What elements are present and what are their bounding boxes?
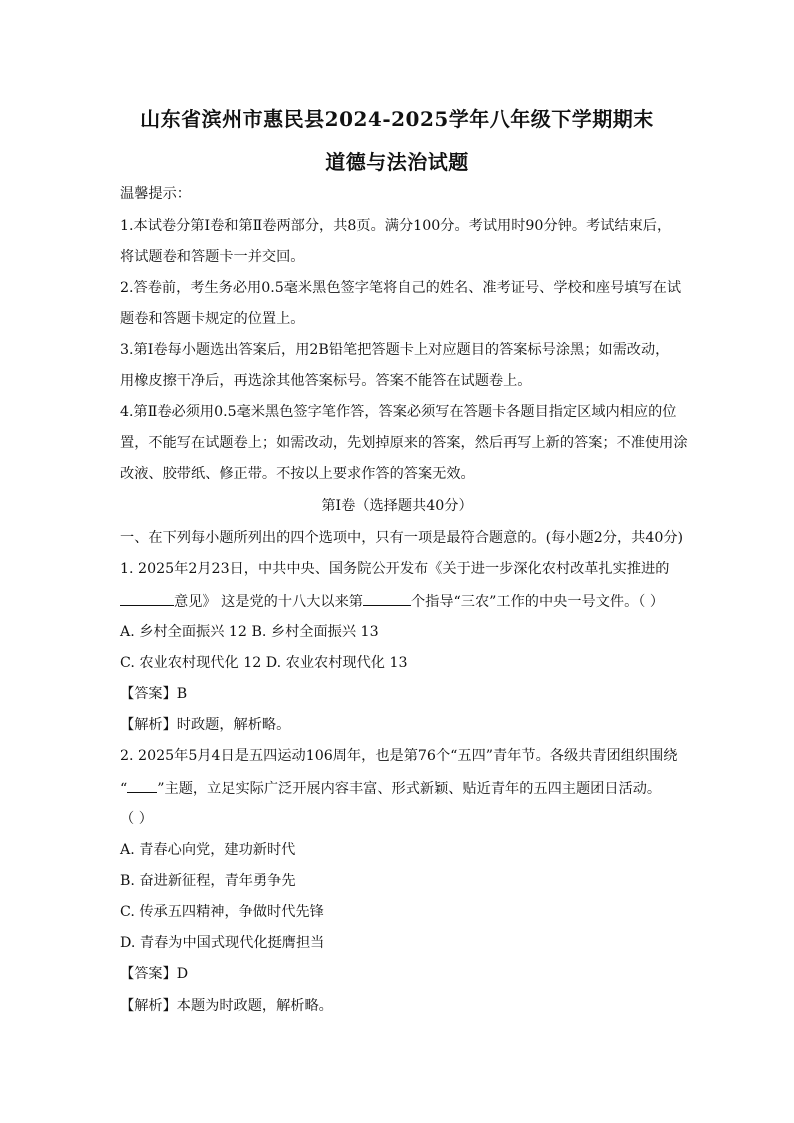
question-2-stem-continued: “ ”主题，立足实际广泛开展内容丰富、形式新颖、贴近青年的五四主题团日活动。 bbox=[120, 778, 680, 799]
question-2-option-a: A. 青春心向党，建功新时代 bbox=[120, 842, 296, 858]
question-1-stem-continued: 意见》 这是党的十八大以来第 个指导“三农”工作的中央一号文件。（ ） bbox=[120, 591, 680, 612]
notice-line: 将试题卷和答题卡一并交回。 bbox=[120, 249, 305, 265]
question-1-stem: 1. 2025年2月23日，中共中央、国务院公开发布《关于进一步深化农村改革扎实推进的 bbox=[120, 561, 670, 577]
fill-blank bbox=[120, 591, 174, 606]
notice-line: 置，不能写在试题卷上；如需改动，先划掉原来的答案，然后再写上新的答案；不准使用涂 bbox=[120, 435, 688, 451]
notice-line: 4.第Ⅱ卷必须用0.5毫米黑色签字笔作答，答案必须写在答题卡各题目指定区域内相应的位 bbox=[120, 404, 677, 420]
notice-line: 题卷和答题卡规定的位置上。 bbox=[120, 311, 305, 327]
question-2-option-c: C. 传承五四精神，争做时代先锋 bbox=[120, 904, 324, 920]
document-title: 山东省滨州市惠民县2024-2025学年八年级下学期期末 bbox=[140, 107, 654, 131]
part-instruction: 一、在下列每小题所列出的四个选项中，只有一项是最符合题意的。(每小题2分，共40分) bbox=[120, 530, 684, 546]
notice-line: 2.答卷前，考生务必用0.5毫米黑色签字笔将自己的姓名、准考证号、学校和座号填写在试 bbox=[120, 280, 682, 296]
question-2-analysis: 【解析】本题为时政题，解析略。 bbox=[120, 998, 333, 1014]
document-subtitle: 道德与法治试题 bbox=[325, 150, 469, 174]
question-1-options-cd: C. 农业农村现代化 12 D. 农业农村现代化 13 bbox=[120, 655, 408, 671]
fill-blank bbox=[363, 591, 411, 606]
notice-line: 改液、胶带纸、修正带。不按以上要求作答的答案无效。 bbox=[120, 466, 475, 482]
notice-line: 3.第Ⅰ卷每小题选出答案后，用2B铅笔把答题卡上对应题目的答案标号涂黑；如需改动， bbox=[120, 342, 670, 358]
question-2-option-b: B. 奋进新征程，青年勇争先 bbox=[120, 873, 296, 889]
question-2-option-d: D. 青春为中国式现代化挺膺担当 bbox=[120, 935, 325, 951]
notice-label: 温馨提示： bbox=[120, 186, 191, 202]
notice-line: 1.本试卷分第Ⅰ卷和第Ⅱ卷两部分，共8页。满分100分。考试用时90分钟。考试结束后， bbox=[120, 218, 672, 234]
question-2-bracket: （ ） bbox=[120, 811, 153, 827]
question-2-answer: 【答案】D bbox=[120, 966, 189, 982]
fill-blank bbox=[127, 778, 157, 793]
question-1-options-ab: A. 乡村全面振兴 12 B. 乡村全面振兴 13 bbox=[120, 624, 379, 640]
section-title: 第Ⅰ卷（选择题共40分） bbox=[321, 498, 473, 514]
question-2-stem: 2. 2025年5月4日是五四运动106周年，也是第76个“五四”青年节。各级共青团组织围绕 bbox=[120, 748, 678, 764]
question-1-analysis: 【解析】时政题，解析略。 bbox=[120, 717, 291, 733]
notice-line: 用橡皮擦干净后，再选涂其他答案标号。答案不能答在试题卷上。 bbox=[120, 373, 532, 389]
question-1-answer: 【答案】B bbox=[120, 686, 188, 702]
